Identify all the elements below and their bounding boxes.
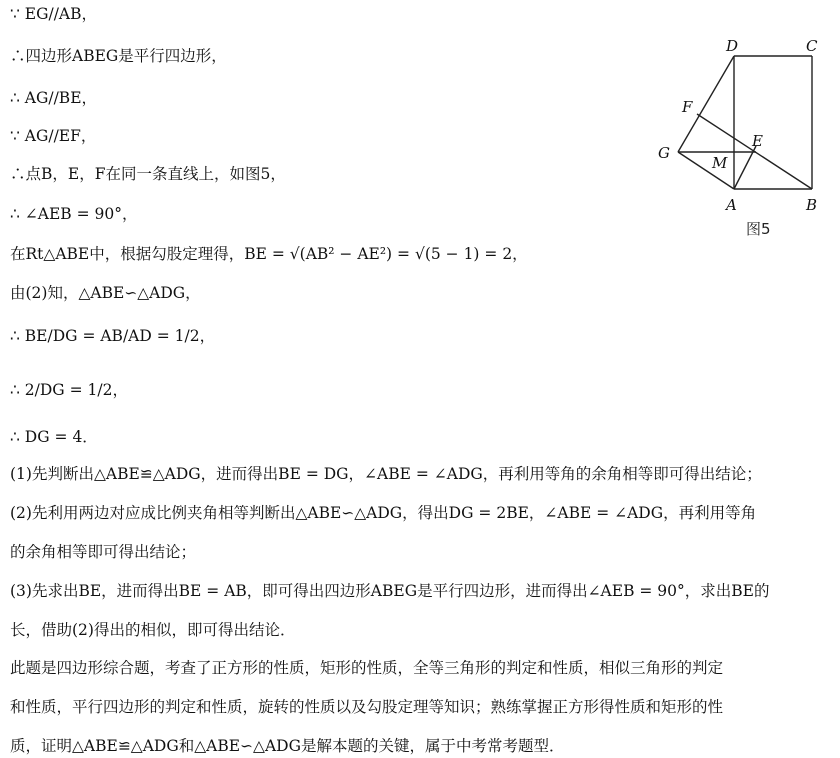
line-2-text: ∴四边形ABEG是平行四边形， <box>10 47 227 65</box>
line-17-text: 此题是四边形综合题，考查了正方形的性质，矩形的性质，全等三角形的判定和性质，相似三角形的判定 <box>10 659 724 677</box>
line-12-text: (1)先判断出△ABE≌△ADG，进而得出BE = DG，∠ABE = ∠ADG，再利用等角的余角相等即可得出结论； <box>10 465 762 483</box>
line-16 <box>10 620 295 640</box>
line-16-text: 长，借助(2)得出的相似，即可得出结论． <box>10 621 296 639</box>
label-A: A <box>726 196 737 214</box>
line-18-text: 和性质，平行四边形的判定和性质，旋转的性质以及勾股定理等知识；熟练掌握正方形得性质和矩形的性 <box>10 698 724 716</box>
line-3 <box>10 88 97 108</box>
line-1-text: ∵ EG//AB， <box>10 5 98 23</box>
line-13-text: (2)先利用两边对应成比例夹角相等判断出△ABE∽△ADG，得出DG = 2BE，∠ABE = ∠ADG，再利用等角 <box>10 504 757 522</box>
line-10-text: ∴ 2/DG = 1/2， <box>10 381 128 399</box>
line-8 <box>10 283 201 303</box>
line-11-text: ∴ DG = 4． <box>10 428 98 446</box>
figure-caption: 图5 <box>746 220 771 238</box>
label-M: M <box>712 154 728 172</box>
line-4 <box>10 126 96 146</box>
line-14-text: 的余角相等即可得出结论； <box>10 543 197 561</box>
label-G: G <box>658 144 670 162</box>
line-12 <box>10 464 762 484</box>
line-4-text: ∵ AG//EF， <box>10 127 97 145</box>
line-3-text: ∴ AG//BE， <box>10 89 98 107</box>
label-B: B <box>806 196 818 214</box>
line-14 <box>10 542 196 562</box>
line-8-text: 由(2)知，△ABE∽△ADG， <box>10 284 201 302</box>
geometry-figure <box>648 34 828 244</box>
line-6 <box>10 204 138 224</box>
label-C: C <box>806 37 818 55</box>
line-19 <box>10 736 564 756</box>
line-15-text: (3)先求出BE，进而得出BE = AB，即可得出四边形ABEG是平行四边形，进而得出∠AEB = 90°，求出BE的 <box>10 582 770 600</box>
line-13 <box>10 503 756 523</box>
line-18 <box>10 697 723 717</box>
line-9-text: ∴ BE/DG = AB/AD = 1/2， <box>10 327 216 345</box>
label-F: F <box>682 98 693 116</box>
line-15 <box>10 581 769 601</box>
label-D: D <box>726 37 739 55</box>
line-5-text: ∴点B，E，F在同一条直线上，如图5， <box>10 165 286 183</box>
line-2 <box>10 46 227 66</box>
line-5 <box>10 164 286 184</box>
line-17 <box>10 658 723 678</box>
line-7-text: 在Rt△ABE中，根据勾股定理得，BE = √(AB² − AE²) = √(5 − 1) = 2， <box>10 245 528 263</box>
line-1 <box>10 4 97 24</box>
line-19-text: 质，证明△ABE≌△ADG和△ABE∽△ADG是解本题的关键，属于中考常考题型． <box>10 737 565 755</box>
line-9 <box>10 326 215 346</box>
line-6-text: ∴ ∠AEB = 90°， <box>10 205 138 223</box>
line-7 <box>10 244 528 264</box>
label-E: E <box>752 132 763 150</box>
line-11 <box>10 427 98 447</box>
line-10 <box>10 380 128 400</box>
